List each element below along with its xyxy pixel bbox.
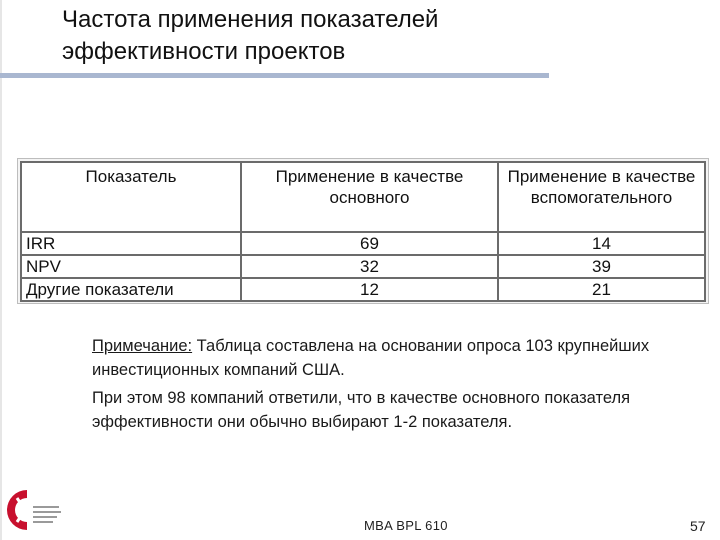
- indicators-table: [20, 161, 706, 302]
- table-header-row: [21, 162, 705, 232]
- title-line-1: Частота применения показателей: [62, 6, 439, 33]
- note-paragraph-1: [92, 334, 672, 382]
- row-name: Другие показатели: [21, 278, 241, 301]
- note-label: Примечание:: [92, 337, 193, 355]
- note-paragraph-2: При этом 98 компаний ответили, что в качестве основного показателя эффективности они обычно выбирают 1-2 показателя.: [92, 389, 631, 431]
- note-text-1: Таблица составлена на основании опроса 103 крупнейших инвестиционных компаний США.: [92, 337, 650, 379]
- table-row: [21, 255, 705, 278]
- row-name: IRR: [21, 232, 241, 255]
- header-indicator: Показатель: [21, 162, 241, 232]
- row-name: NPV: [21, 255, 241, 278]
- title-underline: [0, 73, 549, 78]
- row-secondary-value: 21: [498, 278, 705, 301]
- page-number: 57: [690, 518, 706, 534]
- row-secondary-value: 39: [498, 255, 705, 278]
- row-secondary-value: 14: [498, 232, 705, 255]
- title-line-2: эффективности проектов: [62, 38, 346, 65]
- table-row: [21, 232, 705, 255]
- slide-left-rule: [0, 0, 2, 540]
- slide-title: [62, 4, 682, 68]
- row-primary-value: 69: [241, 232, 498, 255]
- table-row: [21, 278, 705, 301]
- footer-course-code: MBA BPL 610: [364, 518, 448, 533]
- note-block: [92, 334, 672, 434]
- logo-graphic: [3, 486, 65, 534]
- row-primary-value: 12: [241, 278, 498, 301]
- header-primary-use: Применение в качестве основного: [241, 162, 498, 232]
- row-primary-value: 32: [241, 255, 498, 278]
- institution-logo-icon: [3, 486, 65, 534]
- table-frame: [17, 158, 709, 304]
- header-secondary-use: Применение в качестве вспомогательного: [498, 162, 705, 232]
